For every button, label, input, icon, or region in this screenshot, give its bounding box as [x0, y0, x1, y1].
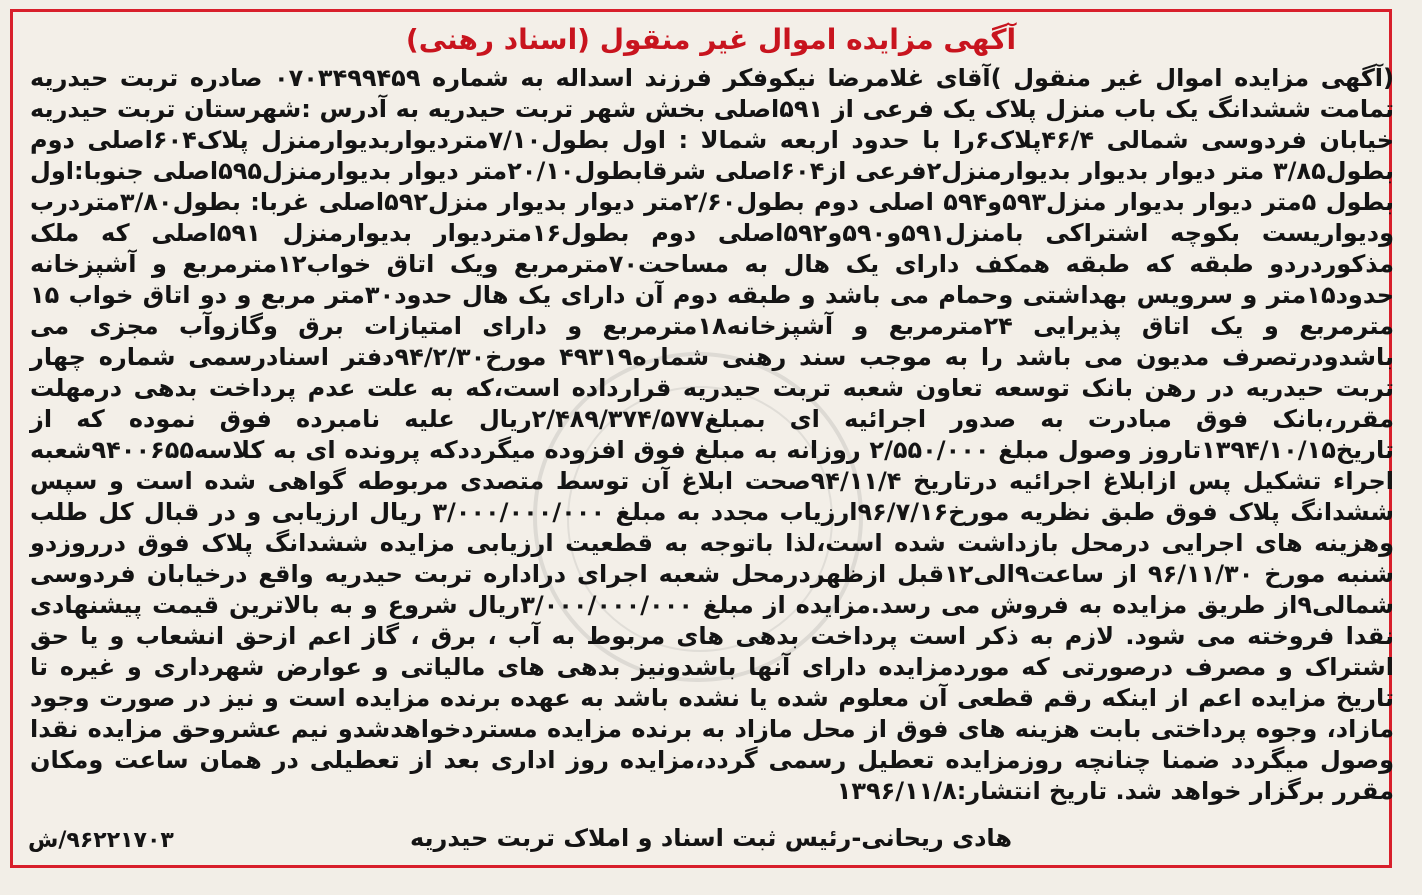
- notice-title: آگهی مزایده اموال غیر منقول (اسناد رهنی): [405, 23, 1017, 56]
- notice-body: (آگهی مزایده اموال غیر منقول )آقای غلامرضا نیکوفکر فرزند اسداله به شماره ۰۷۰۳۴۹۹۴۵۹ صادره تربت حیدریه تمامت ششدانگ یک باب منزل پلاک یک فرعی از ۵۹۱اصلی بخش شهر تربت حیدریه به آدرس :شهرستان تربت حیدریه خیابان فردوسی شمالی ۴۶/۴پلاک۶را با حدود اربعه شمالا : اول بطول۷/۱۰متردیواربدیوارمنزل پلاک۶۰۴اصلی دوم بطول۳/۸۵ متر دیوار بدیوار بدیوارمنزل۲فرعی از۶۰۴اصلی شرقابطول۲۰/۱۰متر دیوار بدیوارمنزل۵۹۵اصلی جنوبا:اول بطول ۵متر دیوار بدیوار منزل۵۹۳و۵۹۴ اصلی دوم بطول۲/۶۰متر دیوار بدیوار منزل۵۹۲اصلی غربا: بطول۳/۸۰متردرب ودیواریست بکوچه اشتراکی بامنزل۵۹۱و۵۹۰و۵۹۲اصلی دوم بطول۱۶متردیوار بدیوارمنزل ۵۹۱اصلی که ملک مذکوردردو طبقه که طبقه همکف دارای یک هال به مساحت۷۰مترمربع ویک اتاق خواب۱۲مترمربع و آشپزخانه حدود۱۵متر و سرویس بهداشتی وحمام می باشد و طبقه دوم آن دارای یک هال حدود۳۰متر مربع و دو اتاق خواب ۱۵ مترمربع و یک اتاق پذیرایی ۲۴مترمربع و آشپزخانه۱۸مترمربع و دارای امتیازات برق وگازوآب مجزی می باشدودرتصرف مدیون می باشد را به موجب سند رهنی شماره۴۹۳۱۹ مورخ۹۴/۲/۳۰دفتر اسنادرسمی شماره چهار تربت حیدریه در رهن بانک توسعه تعاون شعبه تربت حیدریه قرارداده است،که به علت عدم پرداخت بدهی درمهلت مقرر،بانک فوق مبادرت به صدور اجرائیه ای بمبلغ۲/۴۸۹/۳۷۴/۵۷۷ریال علیه نامبرده فوق نموده که از تاریخ۱۳۹۴/۱۰/۱۵تاروز وصول مبلغ ۲/۵۵۰/۰۰۰ روزانه به مبلغ فوق افزوده میگرددکه پرونده ای به کلاسه۹۴۰۰۶۵۵شعبه اجراء تشکیل پس ازابلاغ اجرائیه درتاریخ ۹۴/۱۱/۴صحت ابلاغ آن توسط متصدی مربوطه گواهی شده است و سپس ششدانگ پلاک فوق طبق نظریه مورخ۹۶/۷/۱۶ارزیاب مجدد به مبلغ ۳/۰۰۰/۰۰۰/۰۰۰ ریال ارزیابی و در قبال کل طلب وهزینه های اجرایی درمحل بازداشت شده است،لذا باتوجه به قطعیت ارزیابی مزایده ششدانگ پلاک فوق درروزدو شنبه مورخ ۹۶/۱۱/۳۰ از ساعت۹الی۱۲قبل ازظهردرمحل شعبه اجرای دراداره تربت حیدریه واقع درخیابان فردوسی شمالی۹از طریق مزایده به فروش می رسد.مزایده از مبلغ ۳/۰۰۰/۰۰۰/۰۰۰ریال شروع و به بالاترین قیمت پیشنهادی نقدا فروخته می شود. لازم به ذکر است پرداخت بدهی های مربوط به آب ، برق ، گاز اعم ازحق انشعاب و یا حق اشتراک و مصرف درصورتی که موردمزایده دارای آنها باشدونیز بدهی های مالیاتی و عوارض شهرداری و غیره تا تاریخ مزایده اعم از اینکه رقم قطعی آن معلوم شده یا نشده باشد به عهده برنده مزایده است و نیز در صورت وجود مازاد، وجوه پرداختی بابت هزینه های فوق از محل مازاد به برنده مزایده مستردخواهدشدو نیم عشروحق مزایده نقدا وصول میگردد ضمنا چنانچه روزمزایده تعطیل رسمی گردد،مزایده روز اداری بعد از تعطیلی در همان ساعت ومکان مقرر برگزار خواهد شد. تاریخ انتشار:۱۳۹۶/۱۱/۸: [30, 64, 1395, 805]
- notice-code: ۹۶۲۲۱۷۰۳/ش: [28, 828, 174, 853]
- signature-line: هادی ریحانی-رئیس ثبت اسناد و املاک تربت حیدریه: [409, 824, 1013, 852]
